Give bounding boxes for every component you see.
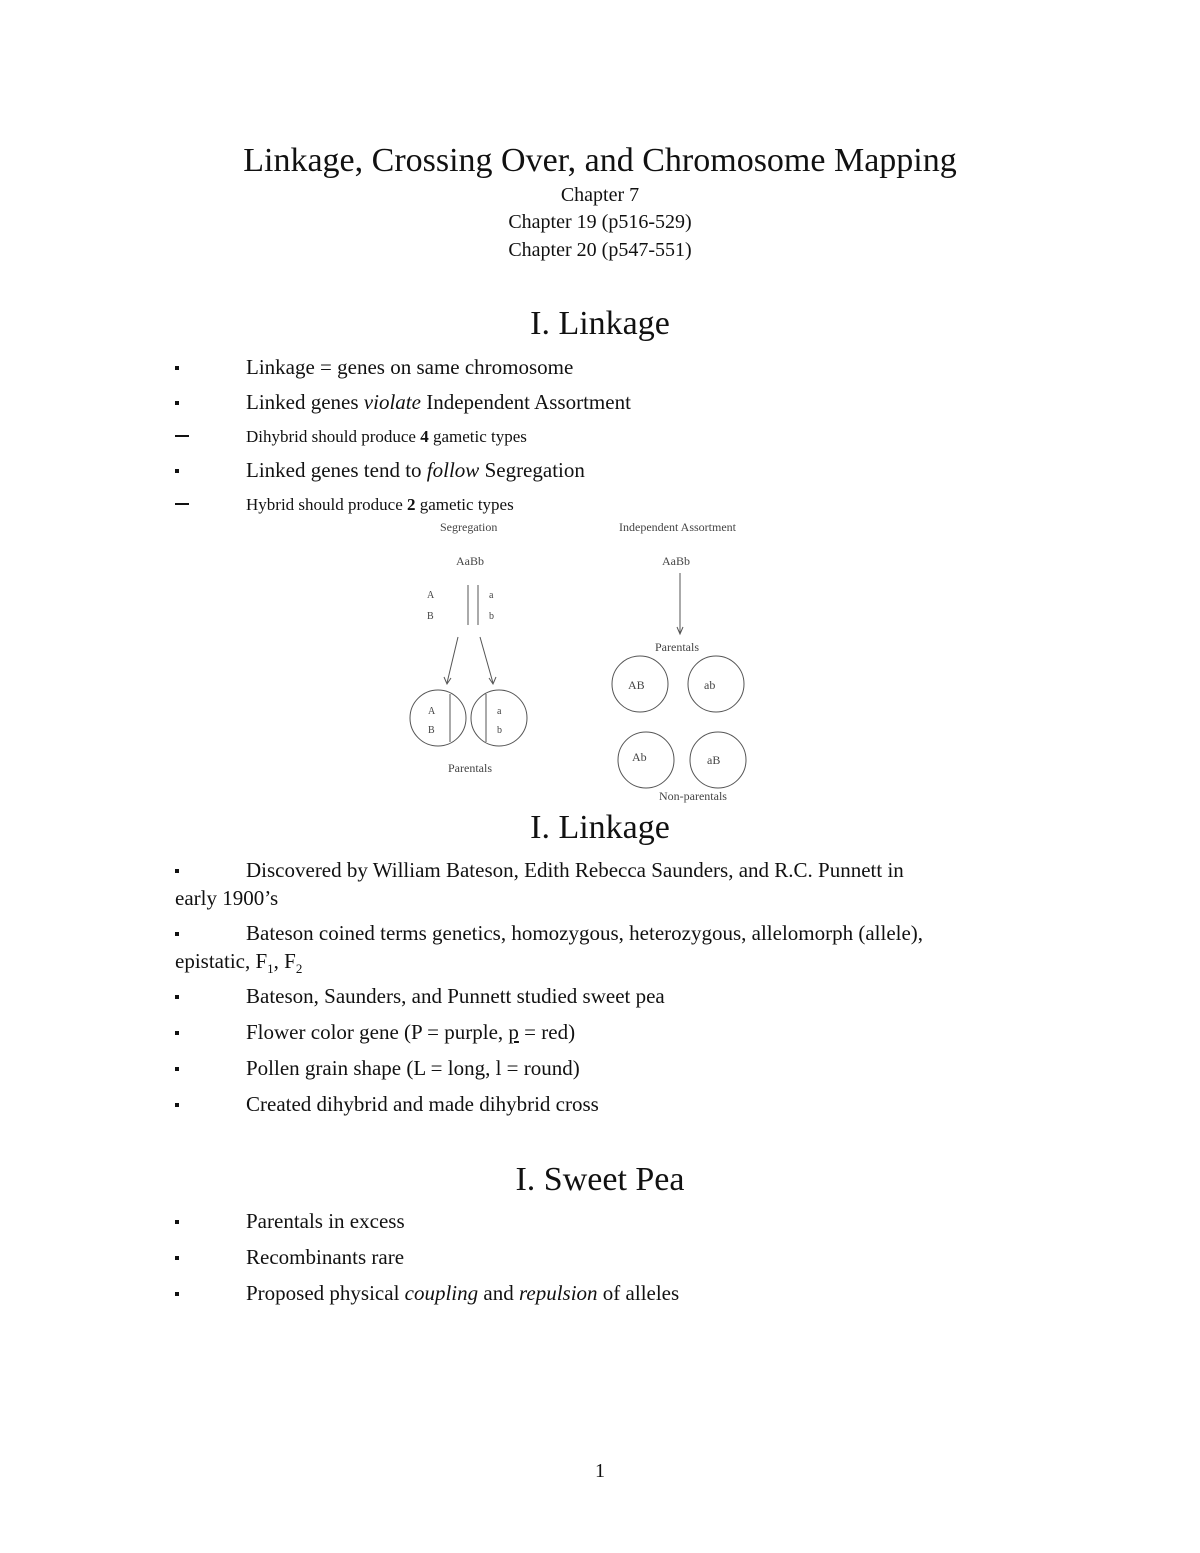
bullet-marker — [175, 1103, 179, 1107]
gamete-label: ab — [704, 678, 716, 692]
genotype-label: AaBb — [456, 554, 484, 568]
arrow — [447, 637, 458, 683]
bullet-marker — [175, 1031, 179, 1035]
bullet-marker — [175, 1220, 179, 1224]
section-heading: I. Sweet Pea — [515, 1161, 685, 1198]
allele-label: a — [497, 706, 502, 717]
gamete-circle — [688, 656, 744, 712]
bullet-item: Proposed physical coupling and repulsion of alleles — [175, 1279, 1015, 1307]
bullet-marker — [175, 932, 179, 936]
allele-label: b — [497, 725, 502, 736]
parentals-label: Parentals — [448, 761, 492, 775]
allele-label: a — [489, 590, 494, 601]
chapter-ref: Chapter 7 — [560, 184, 640, 206]
parentals-label: Parentals — [655, 640, 699, 654]
bullet-item: Recombinants rare — [175, 1243, 1015, 1271]
independent-assortment-label: Independent Assortment — [619, 520, 736, 534]
section-heading: I. Linkage — [530, 809, 670, 846]
gamete-label: Ab — [632, 750, 647, 764]
document-title: Linkage, Crossing Over, and Chromosome Mapping — [243, 142, 957, 179]
chapter-ref: Chapter 19 (p516-529) — [508, 211, 692, 233]
gamete-circle — [410, 690, 466, 746]
bullet-item: Flower color gene (P = purple, p = red) — [175, 1018, 1015, 1046]
allele-label: b — [489, 611, 494, 622]
bullet-item: Linkage = genes on same chromosome — [175, 353, 1015, 381]
bullet-item: Parentals in excess — [175, 1207, 1015, 1235]
bullet-marker — [175, 1256, 179, 1260]
bullet-marker — [175, 1067, 179, 1071]
dash-marker — [175, 503, 189, 505]
arrow — [480, 637, 493, 683]
allele-label: A — [428, 706, 436, 717]
allele-label: B — [428, 725, 435, 736]
allele-label: A — [427, 590, 435, 601]
bullet-item: Pollen grain shape (L = long, l = round) — [175, 1054, 1015, 1082]
bullet-marker — [175, 869, 179, 873]
segregation-label: Segregation — [440, 520, 498, 534]
bullet-marker — [175, 401, 179, 405]
bullet-item: Linked genes tend to follow Segregation — [175, 456, 1015, 484]
bullet-item: Bateson coined terms genetics, homozygous, heterozygous, allelomorph (allele), epistatic, $F_1$, $F_2$ — [175, 921, 924, 977]
bullet-item: Bateson, Saunders, and Punnett studied sweet pea — [175, 982, 1015, 1010]
allele-label: B — [427, 611, 434, 622]
bullet-marker — [175, 995, 179, 999]
gamete-label: aB — [707, 753, 721, 767]
bullet-marker — [175, 469, 179, 473]
page-number: 1 — [595, 1460, 605, 1482]
gamete-label: AB — [628, 678, 645, 692]
bullet-item: Created dihybrid and made dihybrid cross — [175, 1090, 1015, 1118]
dash-marker — [175, 435, 189, 437]
genotype-label: AaBb — [662, 554, 690, 568]
non-parentals-label: Non-parentals — [659, 789, 727, 803]
sub-bullet-item: Hybrid should produce 2 gametic types — [175, 491, 1015, 519]
segregation-assortment-figure — [400, 512, 770, 807]
chapter-ref: Chapter 20 (p547-551) — [508, 239, 692, 261]
bullet-item: Discovered by William Bateson, Edith Rebecca Saunders, and R.C. Punnett in early 1900’s — [175, 858, 904, 910]
bullet-item: Linked genes violate Independent Assortment — [175, 388, 1015, 416]
bullet-marker — [175, 366, 179, 370]
bullet-marker — [175, 1292, 179, 1296]
gamete-circle — [471, 690, 527, 746]
section-heading: I. Linkage — [530, 305, 670, 342]
sub-bullet-item: Dihybrid should produce 4 gametic types — [175, 423, 1015, 451]
